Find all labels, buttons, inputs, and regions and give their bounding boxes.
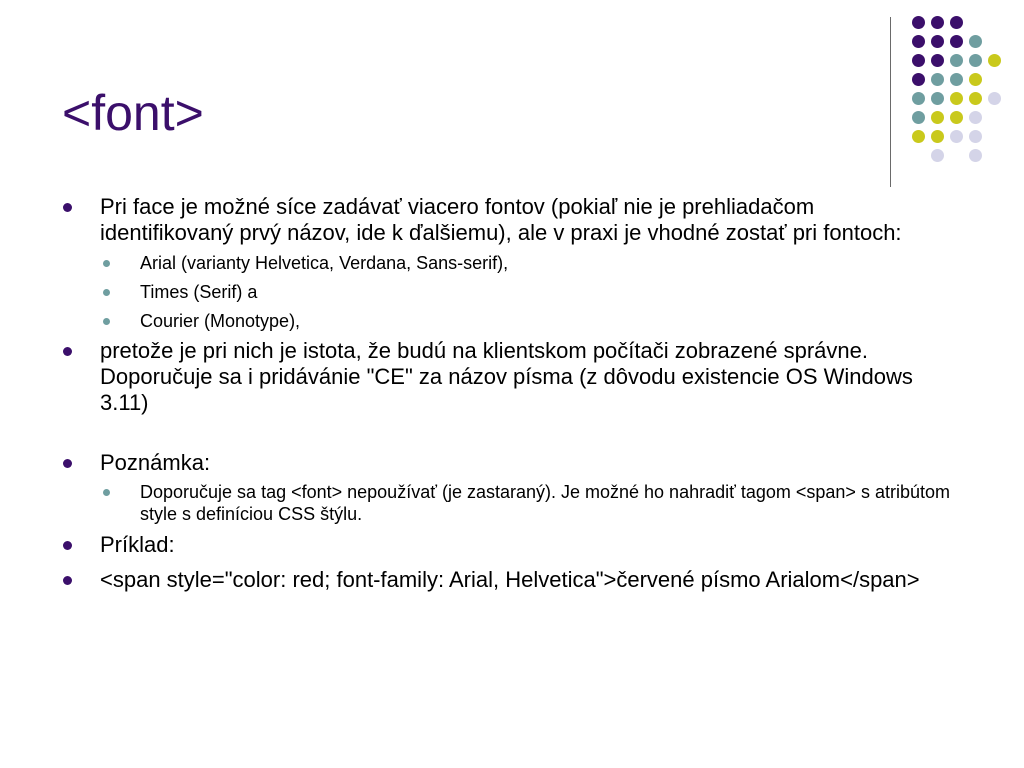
bullet-text: pretože je pri nich je istota, že budú na klientskom počítači zobrazené správne. Doporučuje sa i pridávánie "CE" za názov písma (z dôvodu existencie OS Windows 3.11): [100, 338, 913, 415]
dot: [988, 92, 1001, 105]
dot: [950, 35, 963, 48]
bullet-item: [0, 194, 940, 246]
dot: [969, 149, 982, 162]
slide-body: [0, 194, 1024, 593]
sub-bullet-dot-icon: [103, 260, 110, 267]
dot: [931, 130, 944, 143]
slide-title: <font>: [62, 85, 204, 141]
bullet-item: [0, 338, 940, 416]
bullet-dot-icon: [63, 459, 72, 468]
dot: [969, 73, 982, 86]
header-divider: [890, 17, 891, 187]
bullet-item: [0, 567, 940, 593]
sub-bullet-text: Times (Serif) a: [140, 282, 258, 302]
dot: [950, 54, 963, 67]
dot: [969, 54, 982, 67]
dot: [912, 73, 925, 86]
bullet-item: [0, 532, 940, 558]
bullet-text: Poznámka:: [100, 450, 211, 475]
dot: [912, 54, 925, 67]
bullet-dot-icon: [63, 541, 72, 550]
bullet-dot-icon: [63, 347, 72, 356]
dot: [931, 16, 944, 29]
dot: [912, 111, 925, 124]
sub-bullet-dot-icon: [103, 318, 110, 325]
bullet-dot-icon: [63, 576, 72, 585]
sub-bullet-text: Arial (varianty Helvetica, Verdana, Sans-serif),: [140, 253, 509, 273]
sub-bullet-dot-icon: [103, 489, 110, 496]
sub-bullet-item: [0, 481, 960, 525]
dot: [931, 111, 944, 124]
dot: [969, 111, 982, 124]
bullet-text: <span style="color: red; font-family: Arial, Helvetica">červené písmo Arialom</span>: [100, 567, 920, 592]
sub-bullet-text: Courier (Monotype),: [140, 311, 301, 331]
sub-bullet-item: [0, 310, 960, 332]
dot: [931, 149, 944, 162]
dot: [931, 54, 944, 67]
bullet-text: Pri face je možné síce zadávať viacero fontov (pokiaľ nie je prehliadačom identifikovaný prvý názov, ide k ďalšiemu), ale v praxi je vhodné zostať pri fontoch:: [100, 194, 902, 245]
dot: [950, 111, 963, 124]
dot: [950, 92, 963, 105]
dot: [912, 35, 925, 48]
sub-bullet-dot-icon: [103, 289, 110, 296]
dot: [931, 35, 944, 48]
sub-bullet-item: [0, 252, 960, 274]
dot: [950, 16, 963, 29]
dot: [969, 130, 982, 143]
bullet-dot-icon: [63, 203, 72, 212]
dot: [950, 130, 963, 143]
bullet-text: Príklad:: [100, 532, 175, 557]
dot: [969, 35, 982, 48]
sub-bullet-text: Doporučuje sa tag <font> nepoužívať (je zastaraný). Je možné ho nahradiť tagom <span> s atribútom style s definíciou CSS štýlu.: [140, 482, 950, 524]
sub-bullet-item: [0, 281, 960, 303]
dot: [912, 16, 925, 29]
dot: [912, 130, 925, 143]
dot: [950, 73, 963, 86]
dot: [931, 73, 944, 86]
dot: [931, 92, 944, 105]
bullet-item: [0, 450, 940, 476]
dot: [988, 54, 1001, 67]
dot: [912, 92, 925, 105]
dot: [969, 92, 982, 105]
